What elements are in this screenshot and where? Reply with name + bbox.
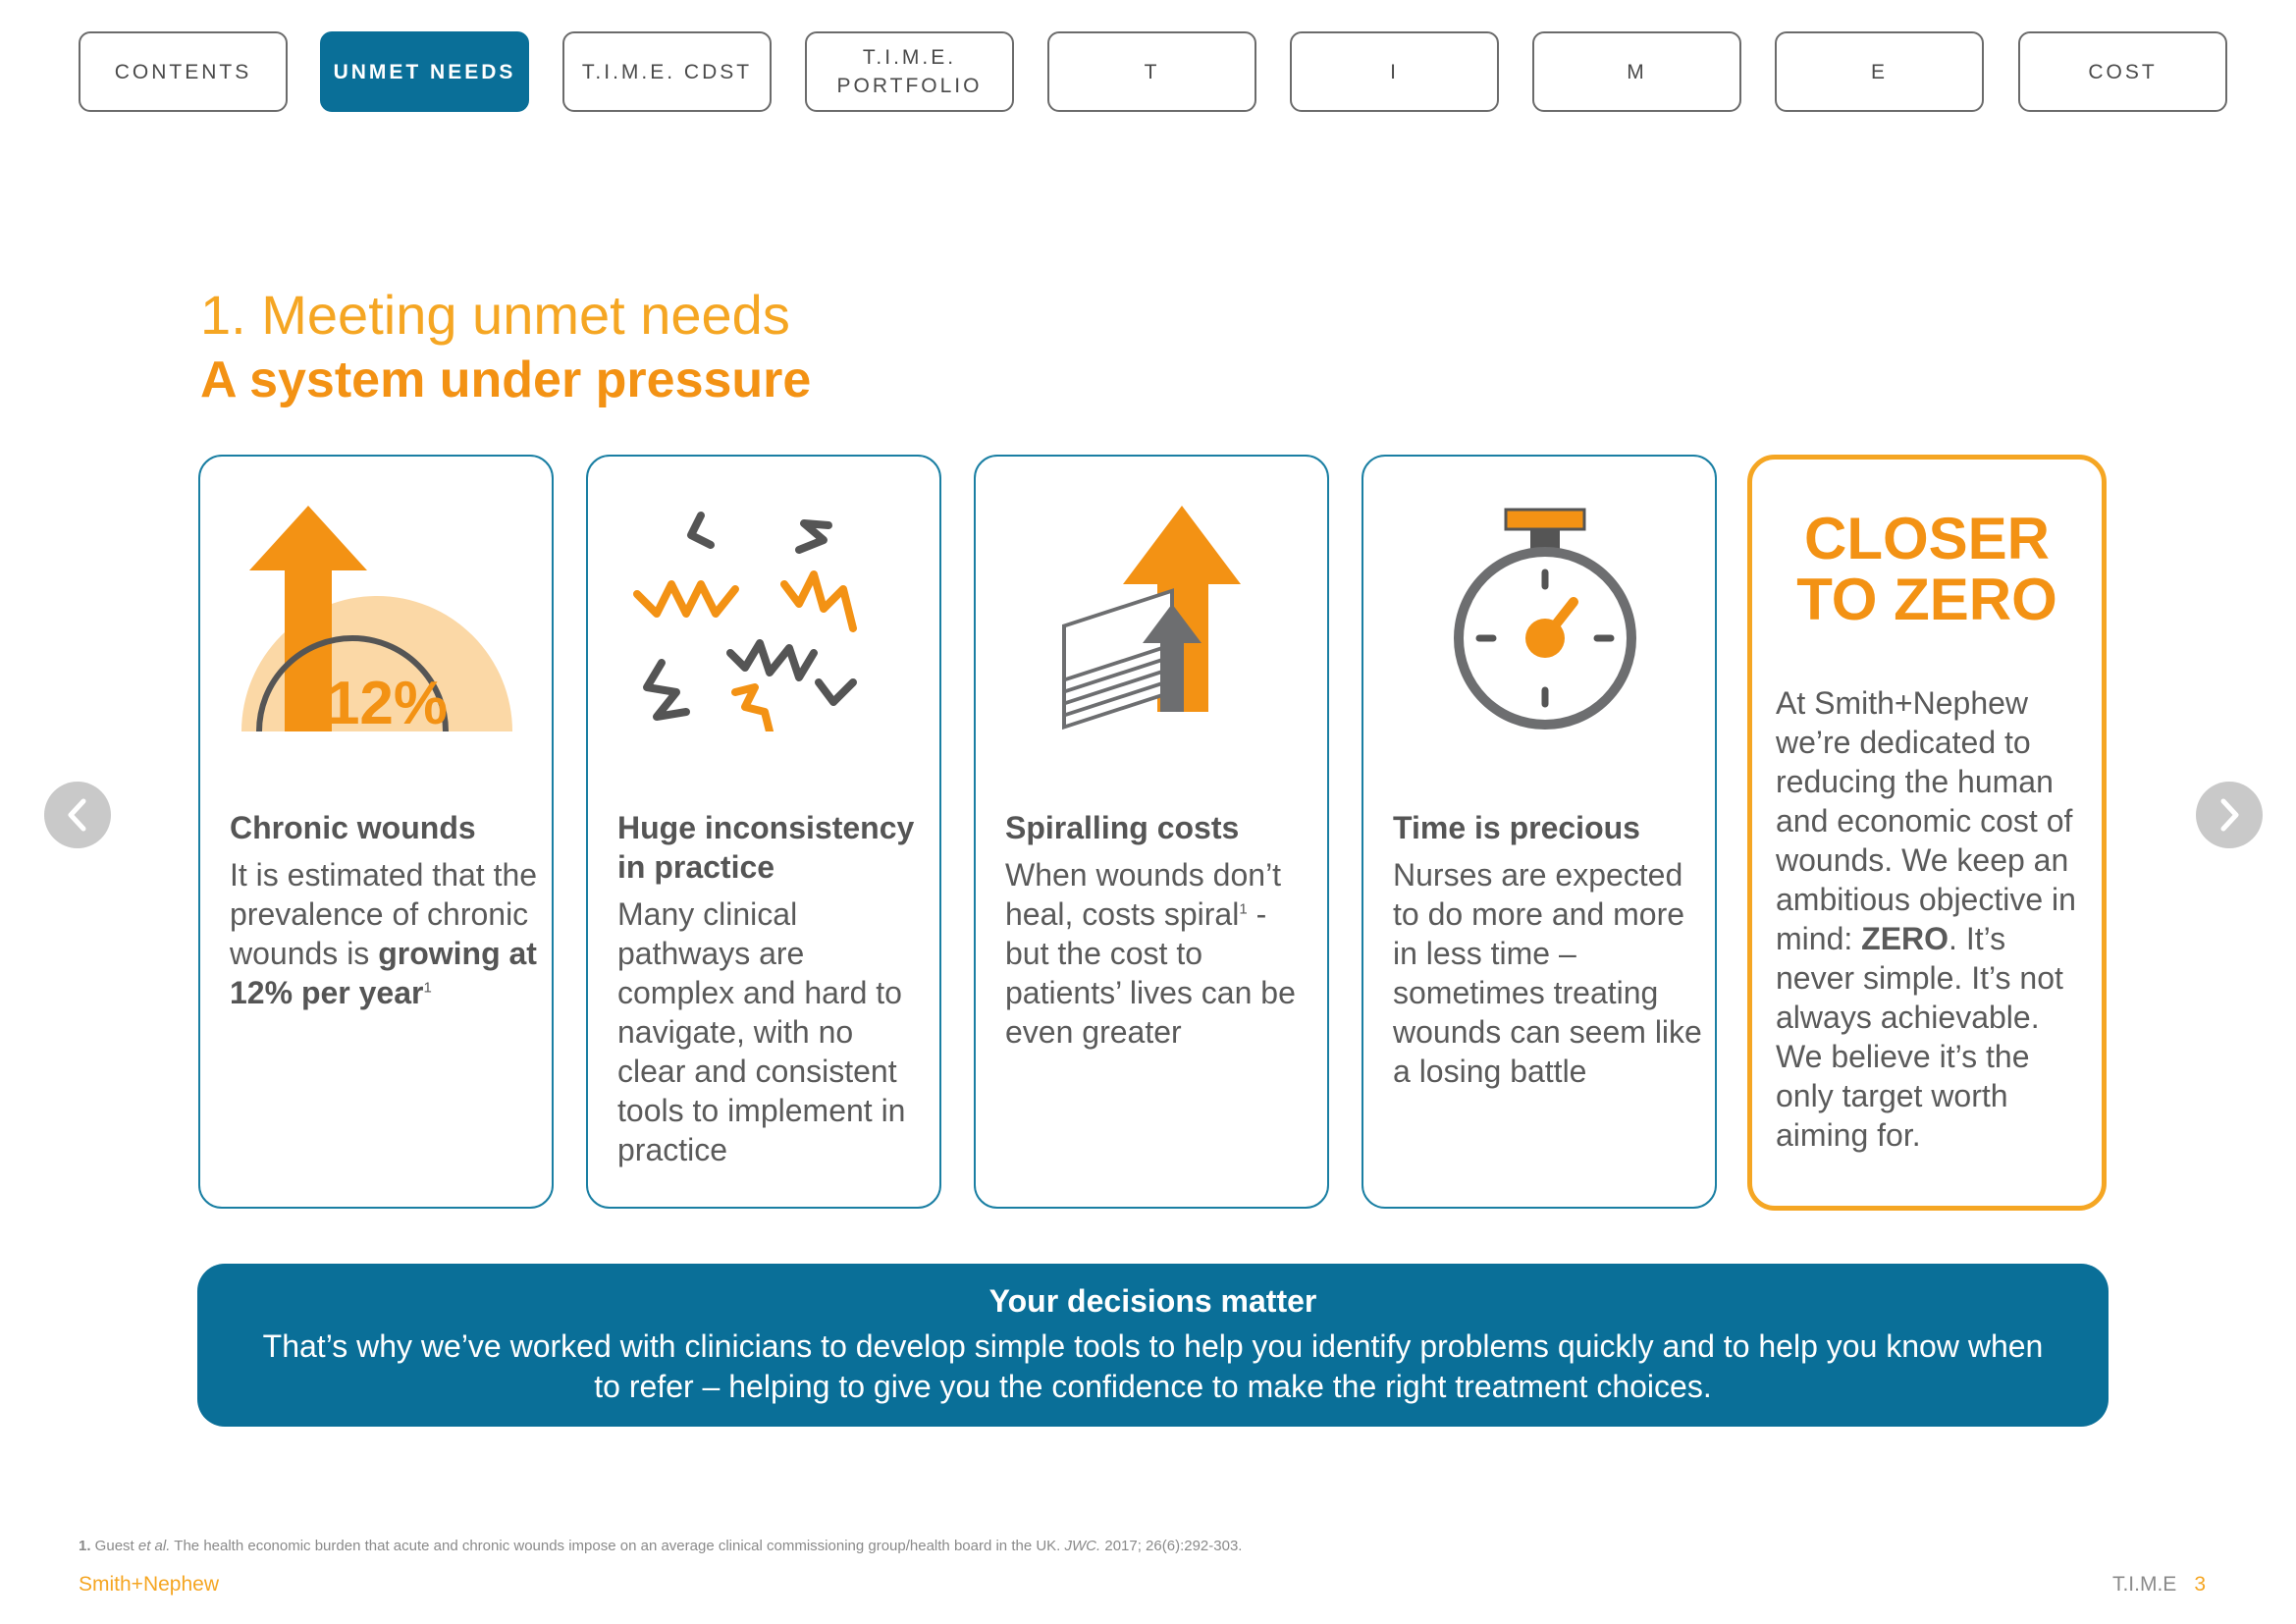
nav-tab-unmet-needs[interactable]: UNMET NEEDS: [320, 31, 529, 112]
spiralling-costs-icon: [1005, 506, 1300, 731]
card-body: It is estimated that the prevalence of chronic wounds is growing at 12% per year$^1$: [230, 857, 538, 1010]
chevron-right-icon: [2196, 782, 2263, 848]
page-number: 3: [2194, 1573, 2206, 1596]
card-body: When wounds don’t heal, costs spiral$^1$ - but the cost to patients’ lives can be even greater: [1005, 857, 1296, 1050]
nav-tab-m[interactable]: M: [1532, 31, 1741, 112]
previous-page-button[interactable]: [44, 782, 111, 848]
card-body: Nurses are expected to do more and more in less time – sometimes treating wounds can seem like a losing battle: [1393, 857, 1702, 1089]
footnote-ref: 1: [423, 979, 432, 997]
growth-arrow-icon: [230, 506, 524, 731]
footnote-ref: 1: [1239, 900, 1248, 918]
footnote: 1. Guest et al. The health economic burden that acute and chronic wounds impose on an average clinical commissioning group/health board in the UK. JWC. 2017; 26(6):292-303.: [79, 1538, 1243, 1554]
section-subtitle: A system under pressure: [200, 352, 812, 408]
card-title: Huge inconsistency in practice: [617, 810, 915, 885]
section-title: 1. Meeting unmet needs: [200, 284, 790, 346]
closer-to-zero-logo: CLOSER TO ZERO: [1796, 506, 2057, 632]
card-spiralling-costs: [974, 455, 1329, 1209]
brand-logo: Smith+Nephew: [79, 1573, 219, 1596]
card-closer-to-zero: [1747, 455, 2107, 1211]
card-chronic-wounds: [198, 455, 554, 1209]
card-body: Many clinical pathways are complex and hard to navigate, with no clear and consistent tools to implement in practice: [617, 896, 906, 1167]
growth-percent-label: 12%: [325, 670, 449, 731]
top-navigation: [79, 31, 2228, 112]
page-footer: [2112, 1573, 2206, 1597]
zero-emphasis: ZERO: [1861, 921, 1949, 956]
nav-tab-e[interactable]: E: [1775, 31, 1984, 112]
card-inconsistency: [586, 455, 941, 1209]
nav-tab-cost[interactable]: COST: [2018, 31, 2227, 112]
stopwatch-icon: [1393, 506, 1687, 731]
card-title: Spiralling costs: [1005, 810, 1240, 845]
card-title: Chronic wounds: [230, 810, 476, 845]
scribble-icon: [617, 506, 912, 731]
card-time-precious: [1362, 455, 1717, 1209]
decisions-banner: [197, 1264, 2109, 1427]
banner-title: Your decisions matter: [988, 1283, 1317, 1319]
nav-tab-t[interactable]: T: [1047, 31, 1256, 112]
card-body: At Smith+Nephew we’re dedicated to reducing the human and economic cost of wounds. We keep an ambitious objective in mind: ZERO. It’s never simple. It’s not always achievable. We believe it’s the only target worth aiming for.: [1776, 685, 2076, 1153]
nav-tab-time-cdst[interactable]: T.I.M.E. CDST: [562, 31, 772, 112]
chevron-left-icon: [44, 782, 111, 848]
nav-tab-i[interactable]: I: [1290, 31, 1499, 112]
nav-tab-contents[interactable]: CONTENTS: [79, 31, 288, 112]
banner-text: That’s why we’ve worked with clinicians to develop simple tools to help you identify problems quickly and to help you know when to refer – helping to give you the confidence to make the right treatment choices.: [262, 1328, 2044, 1404]
nav-tab-time-portfolio[interactable]: T.I.M.E. PORTFOLIO: [805, 31, 1014, 112]
document-name: T.I.M.E: [2111, 1573, 2177, 1596]
growth-rate-text: growing at 12% per year: [230, 936, 537, 1010]
card-title: Time is precious: [1393, 810, 1640, 845]
next-page-button[interactable]: [2196, 782, 2263, 848]
